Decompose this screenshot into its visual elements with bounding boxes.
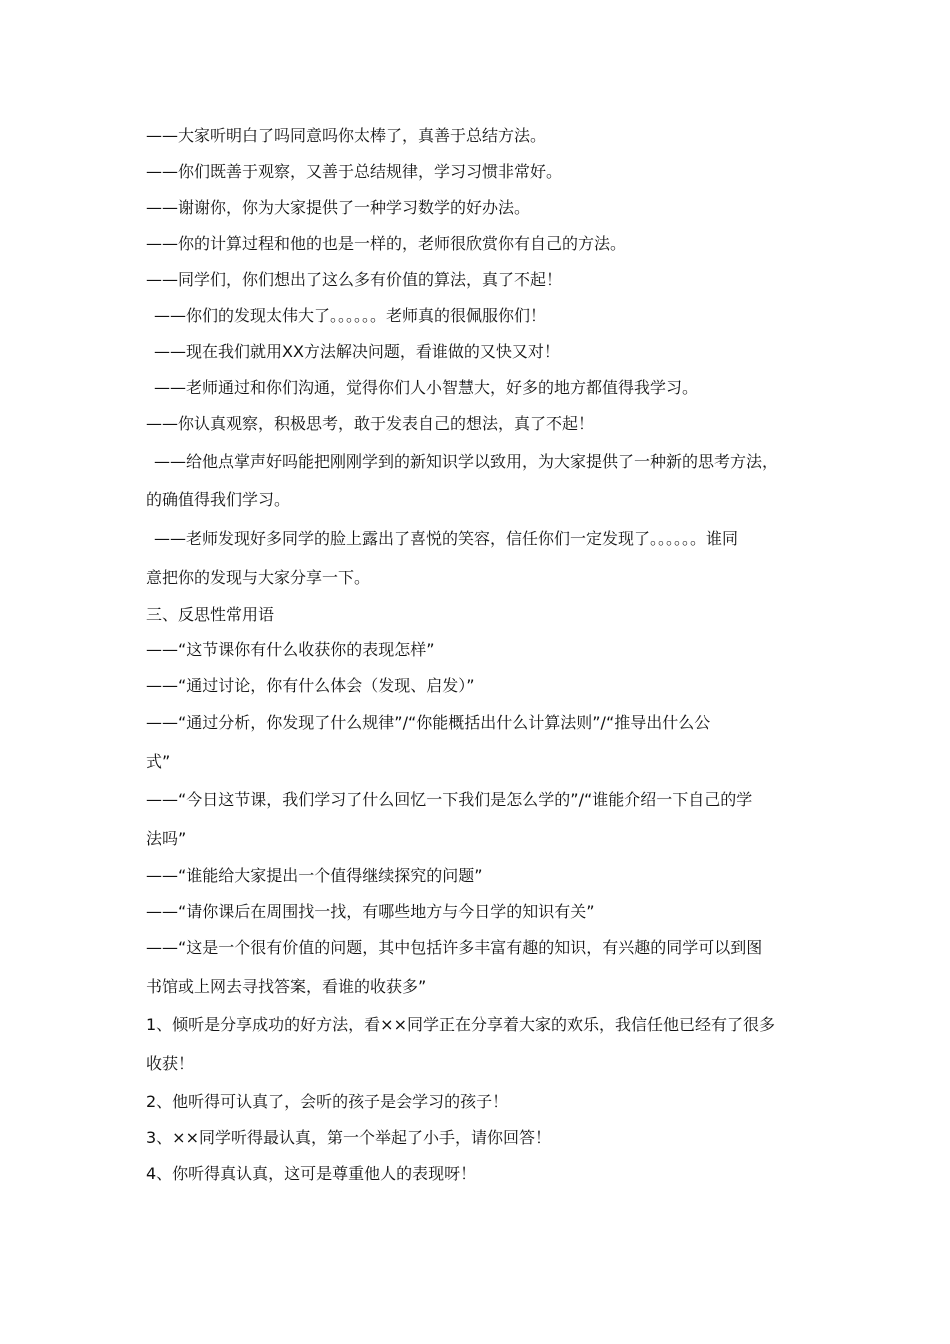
text-line: ——同学们，你们想出了这么多有价值的算法，真了不起！ [146, 270, 563, 289]
text-line: ——“请你课后在周围找一找，有哪些地方与今日学的知识有关” [146, 902, 595, 921]
text-line: ——大家听明白了吗同意吗你太棒了，真善于总结方法。 [146, 126, 547, 145]
text-line: ——给他点掌声好吗能把刚刚学到的新知识学以致用，为大家提供了一种新的思考方法， [154, 452, 779, 471]
text-line: ——谢谢你，你为大家提供了一种学习数学的好办法。 [146, 198, 531, 217]
text-line: 式” [146, 752, 171, 771]
text-line: ——“通过分析，你发现了什么规律”/“你能概括出什么计算法则”/“推导出什么公 [146, 713, 711, 732]
text-line: 4、你听得真认真，这可是尊重他人的表现呀！ [146, 1164, 477, 1183]
text-line: ——你的计算过程和他的也是一样的，老师很欣赏你有自己的方法。 [146, 234, 627, 253]
text-line: 收获！ [146, 1054, 195, 1073]
text-line: 书馆或上网去寻找答案，看谁的收获多” [146, 977, 427, 996]
text-line: 法吗” [146, 829, 187, 848]
text-line: ——现在我们就用XX方法解决问题，看谁做的又快又对！ [154, 342, 560, 361]
text-line: ——老师通过和你们沟通，觉得你们人小智慧大，好多的地方都值得我学习。 [154, 378, 699, 397]
text-line: ——你认真观察，积极思考，敢于发表自己的想法，真了不起！ [146, 414, 595, 433]
text-line: ——“这是一个很有价值的问题，其中包括许多丰富有趣的知识，有兴趣的同学可以到图 [146, 938, 763, 957]
text-line: ——“今日这节课，我们学习了什么回忆一下我们是怎么学的”/“谁能介绍一下自己的学 [146, 790, 753, 809]
text-line: ——“谁能给大家提出一个值得继续探究的问题” [146, 866, 483, 885]
text-line: 的确值得我们学习。 [146, 490, 291, 509]
text-line: 3、××同学听得最认真，第一个举起了小手，请你回答！ [146, 1128, 551, 1147]
text-line: 意把你的发现与大家分享一下。 [146, 568, 371, 587]
section-heading: 三、反思性常用语 [146, 605, 275, 624]
text-line: ——“这节课你有什么收获你的表现怎样” [146, 640, 435, 659]
text-line: 2、他听得可认真了，会听的孩子是会学习的孩子！ [146, 1092, 509, 1111]
text-line: ——你们既善于观察，又善于总结规律，学习习惯非常好。 [146, 162, 563, 181]
text-line: ——“通过讨论，你有什么体会（发现、启发）” [146, 676, 475, 695]
text-line: 1、倾听是分享成功的好方法，看××同学正在分享着大家的欢乐，我信任他已经有了很多 [146, 1015, 775, 1034]
text-line: ——你们的发现太伟大了。。。。。。老师真的很佩服你们！ [154, 306, 547, 325]
text-line: ——老师发现好多同学的脸上露出了喜悦的笑容，信任你们一定发现了。。。。。。谁同 [154, 529, 739, 548]
